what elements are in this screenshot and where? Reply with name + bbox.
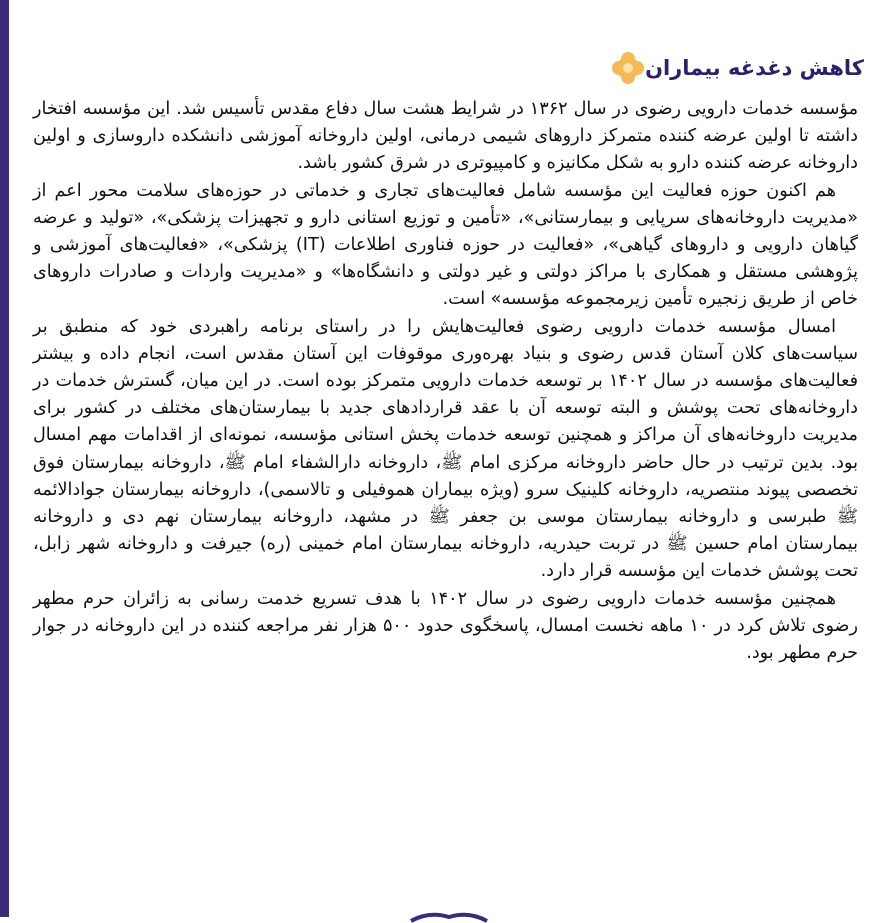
article-paragraph-4: همچنین مؤسسه خدمات دارویی رضوی در سال ۱۴۰۲ با هدف تسریع خدمت رسانی به زائران حرم مطهر رضوی تلاش کرد در ۱۰ ماهه نخست امسال، پاسخگوی حدود ۵۰۰ هزار نفر مراجعه کننده در این داروخانه در جوار حرم مطهر بود. — [33, 588, 858, 664]
article-paragraph-2: هم اکنون حوزه فعالیت این مؤسسه شامل فعالیت‌های تجاری و خدماتی در حوزه‌های سلامت محور اعم از «مدیریت داروخانه‌های سرپایی و بیمارستانی»، «تأمین و توزیع استانی دارو و تجهیزات پزشکی»، «تولید و عرضه گیاهان دارویی و داروهای گیاهی»، «فعالیت در حوزه فناوری اطلاعات (IT) پزشکی»، «فعالیت‌های آموزشی و پژوهشی مستقل و همکاری با مراکز دولتی و غیر دولتی و دانشگاه‌ها» و «مدیریت واردات و صادرات داروهای خاص از طریق زنجیره تأمین زیرمجموعه مؤسسه» است. — [33, 180, 858, 310]
section-heading — [603, 48, 864, 88]
section-title: کاهش دغدغه بیماران — [645, 56, 864, 80]
article-body — [33, 96, 858, 667]
flower-badge-icon — [611, 51, 645, 85]
page-frame-border — [0, 0, 9, 917]
article-paragraph-3: امسال مؤسسه خدمات دارویی رضوی فعالیت‌هایش را در راستای برنامه راهبردی خود که منطبق بر سیاست‌های کلان آستان قدس رضوی و بنیاد بهره‌وری موقوفات این آستان مقدس است، انجام داده و بیشتر فعالیت‌های مؤسسه در سال ۱۴۰۲ بر توسعه خدمات دارویی متمرکز بوده است. در این میان، گسترش خدمات در داروخانه‌های تحت پوشش و البته توسعه آن با عقد قراردادهای جدید با بیمارستان‌های مختلف در کشور برای مدیریت داروخانه‌های آن مراکز و همچنین توسعه خدمات پخش استانی مؤسسه، نمونه‌ای از اقدامات مهم امسال بود. بدین ترتیب در حال حاضر داروخانه مرکزی امام ﷺ، داروخانه دارالشفاء امام ﷺ، داروخانه بیمارستان فوق تخصصی پیوند منتصریه، داروخانه کلینیک سرو (ویژه بیماران هموفیلی و تالاسمی)، داروخانه بیمارستان جوادالائمه ﷺ طبرسی و داروخانه بیمارستان موسی بن جعفر ﷺ در مشهد، داروخانه بیمارستان نهم دی و داروخانه بیمارستان امام حسین ﷺ در تربت حیدریه، داروخانه بیمارستان امام خمینی (ره) جیرفت و داروخانه شهر زابل، تحت پوشش خدمات این مؤسسه قرار دارد. — [33, 316, 858, 582]
document-page — [9, 0, 878, 917]
article-paragraph-1: مؤسسه خدمات دارویی رضوی در سال ۱۳۶۲ در شرایط هشت سال دفاع مقدس تأسیس شد. این مؤسسه افتخار داشته تا اولین عرضه کننده متمرکز داروهای شیمی درمانی، اولین داروخانه آموزشی دانشکده داروسازی و اولین داروخانه عرضه کننده دارو به شکل مکانیزه و کامپیوتری در شرق کشور باشد. — [33, 99, 858, 174]
bottom-ornament-icon — [409, 909, 489, 923]
